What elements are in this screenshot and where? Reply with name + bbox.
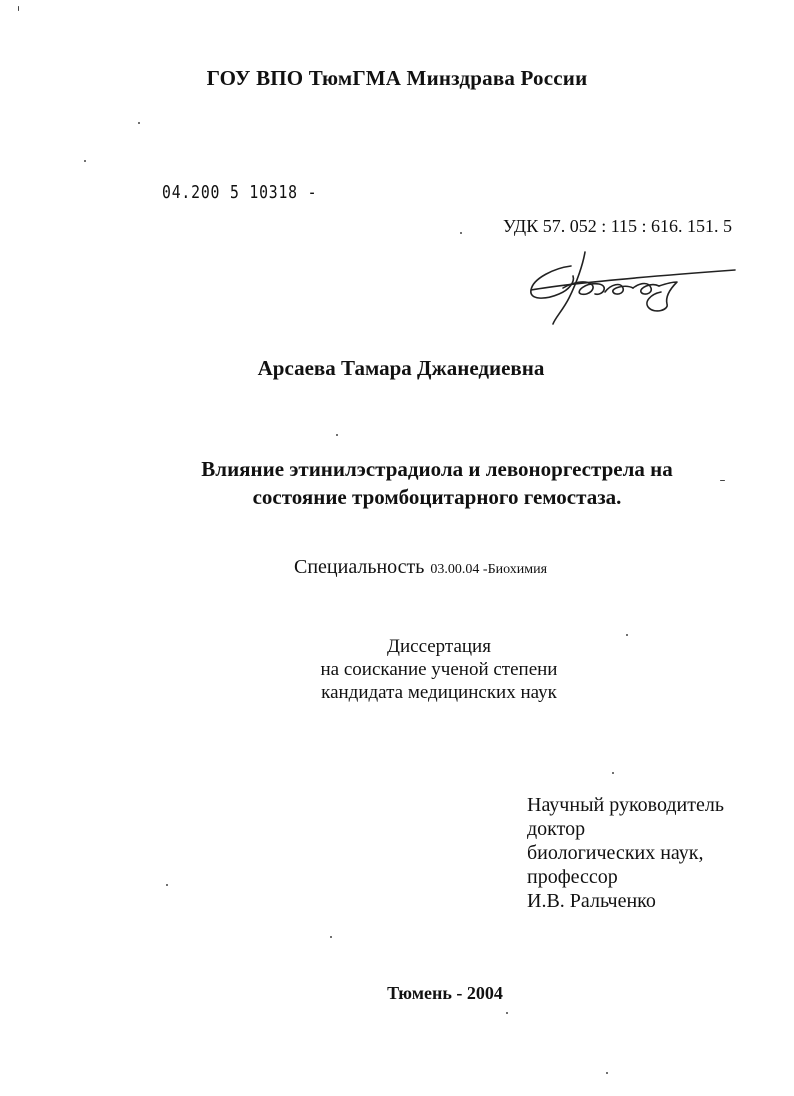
scan-speck [720,480,725,481]
institution-header: ГОУ ВПО ТюмГМА Минздрава России [206,66,588,90]
udk-code: УДК 57. 052 : 115 : 616. 151. 5 [503,216,733,236]
scan-speck [138,122,140,124]
supervisor-line: доктор [527,818,586,840]
scan-speck [626,634,628,636]
degree-line: Диссертация [387,636,491,657]
supervisor-line: Научный руководитель [527,794,724,816]
author-name: Арсаева Тамара Джанедиевна [257,356,545,380]
scan-speck [606,1072,608,1074]
city-year: Тюмень - 2004 [387,983,503,1003]
specialty [294,556,547,579]
degree-line: на соискание ученой степени [320,659,558,680]
scan-speck [506,1012,508,1014]
specialty-label: Специальность [294,556,425,578]
scan-speck [460,232,462,234]
dissertation-degree [0,635,794,704]
specialty-code: 03.00.04 -Биохимия [430,562,548,577]
scan-speck [612,772,614,774]
title-line: состояние тромбоцитарного гемостаза. [252,485,622,509]
supervisor-line: И.В. Ральченко [527,890,656,912]
signature-icon [525,248,740,328]
scan-speck [166,884,168,886]
registration-number: 04.200 5 10318 - [162,182,318,203]
dissertation-title [0,455,794,511]
title-line: Влияние этинилэстрадиола и левоноргестрела на [201,457,673,481]
supervisor-block [527,793,724,913]
scan-speck [336,434,338,436]
supervisor-line: биологических наук, [527,842,704,864]
supervisor-line: профессор [527,866,618,888]
scan-speck [84,160,86,162]
degree-line: кандидата медицинских наук [321,682,557,703]
scan-speck [330,936,332,938]
scan-speck [18,6,19,11]
